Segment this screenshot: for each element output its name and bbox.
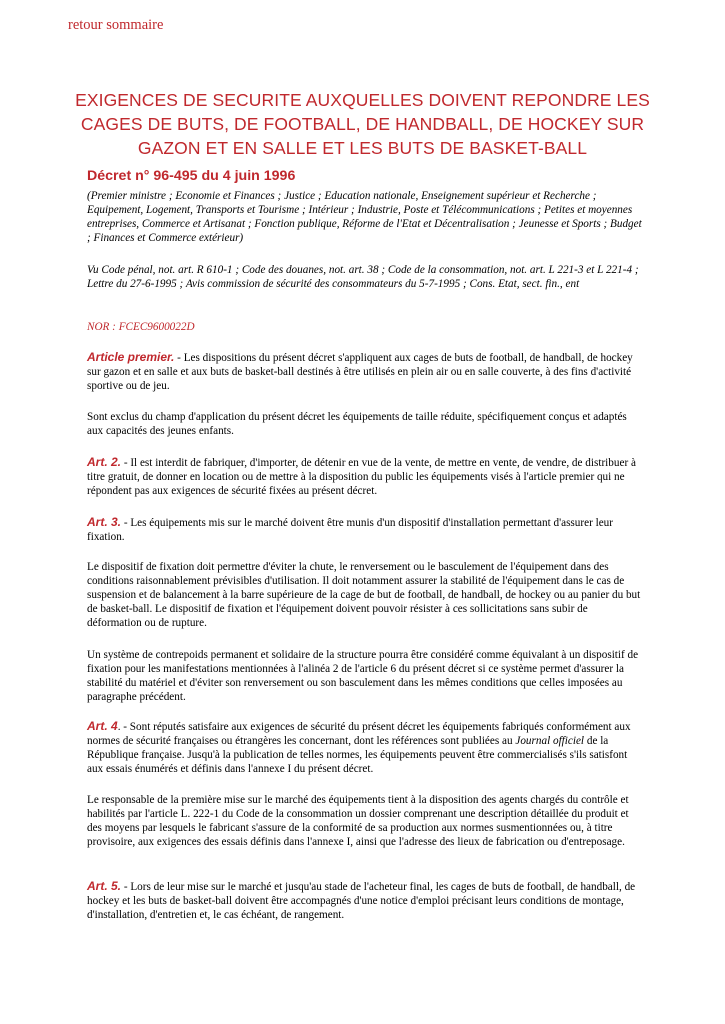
article-2 xyxy=(87,455,643,498)
article-3-paragraph-2: Le dispositif de fixation doit permettre d'éviter la chute, le renversement ou le basculement de l'équipement dans des conditions raisonnablement prévisibles d'utilisation. Il doit notamment assurer la stabilité de l'équipement dans le cas de suspension et de balancement à la barre supérieure de la cage de but de football, de handball, de hockey ou au panier du but de basket-ball. Le dispositif de fixation et l'équipement doivent pouvoir résister à ces sollicitations sans subir de déformation ou de rupture. xyxy=(87,561,641,629)
article-3 xyxy=(87,515,643,544)
document-title xyxy=(60,88,665,160)
article-text: - Les équipements mis sur le marché doivent être munis d'un dispositif d'installation permettant d'assurer leur fixation. xyxy=(87,517,613,543)
article-premier-paragraph-2: Sont exclus du champ d'application du présent décret les équipements de taille réduite, spécifiquement conçus et adaptés aux capacités des jeunes enfants. xyxy=(87,411,627,437)
article-5 xyxy=(87,879,643,922)
title-line-2: CAGES DE BUTS, DE FOOTBALL, DE HANDBALL, DE HOCKEY SUR xyxy=(80,114,645,134)
article-premier xyxy=(87,350,643,393)
title-line-3: GAZON ET EN SALLE ET LES BUTS DE BASKET-BALL xyxy=(137,138,588,158)
article-text: - Il est interdit de fabriquer, d'importer, de détenir en vue de la vente, de mettre en vente, de vendre, de distribuer à titre gratuit, de donner en location ou de mettre à la disposition du public les équipements visés à l'article premier qui ne répondent pas aux exigences de sécurité fixées au présent décret. xyxy=(87,457,636,497)
article-text: . - Sont réputés satisfaire aux exigences de sécurité du présent décret les équipements fabriqués conformément aux normes de sécurité françaises ou étrangères les concernant, dont les références sont publiées au xyxy=(87,721,631,747)
ministries-list: (Premier ministre ; Economie et Finances ; Justice ; Education nationale, Enseignement supérieur et Recherche ; Equipement, Logement, Transports et Tourisme ; Intérieur ; Industrie, Poste et Télécommunications ; Petites et moyennes entreprises, Commerce et Artisanat ; Fonction publique, Réforme de l'Etat et Décentralisation ; Jeunesse et Sports ; Budget ; Finances et Commerce extérieur) xyxy=(87,190,642,244)
journal-officiel-text: Journal officiel xyxy=(515,735,585,747)
article-text: - Lors de leur mise sur le marché et jusqu'au stade de l'acheteur final, les cages de buts de football, de handball, de hockey et les buts de basket-ball doivent être accompagnés d'une notice d'emploi précisant leurs conditions de montage, d'installation, d'entretien et, le cas échéant, de rangement. xyxy=(87,881,636,921)
decree-heading: Décret n° 96-495 du 4 juin 1996 xyxy=(87,168,296,184)
article-label: Article premier. xyxy=(87,350,175,364)
title-line-1: EXIGENCES DE SECURITE AUXQUELLES DOIVENT REPONDRE LES xyxy=(75,90,650,110)
article-3-paragraph-3: Un système de contrepoids permanent et solidaire de la structure pourra être considéré comme équivalant à un dispositif de fixation pour les manifestations mentionnées à l'alinéa 2 de l'article 6 du présent décret si ce système permet d'assurer la stabilité du matériel et d'éviter son renversement ou son basculement dans les mêmes conditions que celles imposées au paragraphe précédent. xyxy=(87,649,639,703)
article-4-paragraph-2: Le responsable de la première mise sur le marché des équipements tient à la disposition des agents chargés du contrôle et habilités par l'article L. 222-1 du Code de la consommation un dossier comprenant une description détaillée du produit et des moyens par lesquels le fabricant s'assure de la conformité de sa production aux normes susmentionnées ou, à titre provisoire, aux exigences des essais définis dans l'annexe I, ainsi que l'adresse des lieux de fabrication ou d'entreposage. xyxy=(87,794,629,848)
article-text: - Les dispositions du présent décret s'appliquent aux cages de buts de football, de handball, de hockey sur gazon et en salle et aux buts de basket-ball destinés à être utilisés en plein air ou en salle couverte, à des fins d'activité sportive ou de jeu. xyxy=(87,352,633,392)
nor-reference: NOR : FCEC9600022D xyxy=(87,321,195,333)
article-label: Art. 5. xyxy=(87,879,122,893)
retour-sommaire-link[interactable]: retour sommaire xyxy=(68,17,164,33)
article-4 xyxy=(87,719,643,776)
article-text-continued: de la République française. Jusqu'à la publication de telles normes, les équipements peuvent être commercialisés s'ils satisfont aux essais énumérés et définis dans l'annexe I du présent décret. xyxy=(87,735,628,775)
legal-visas: Vu Code pénal, not. art. R 610-1 ; Code des douanes, not. art. 38 ; Code de la consommation, not. art. L 221-3 et L 221-4 ; Lettre du 27-6-1995 ; Avis commission de sécurité des consommateurs du 5-7-1995 ; Cons. Etat, sect. fin., ent xyxy=(87,264,639,290)
article-label: Art. 4 xyxy=(87,719,118,733)
article-label: Art. 2. xyxy=(87,455,122,469)
article-label: Art. 3. xyxy=(87,515,122,529)
